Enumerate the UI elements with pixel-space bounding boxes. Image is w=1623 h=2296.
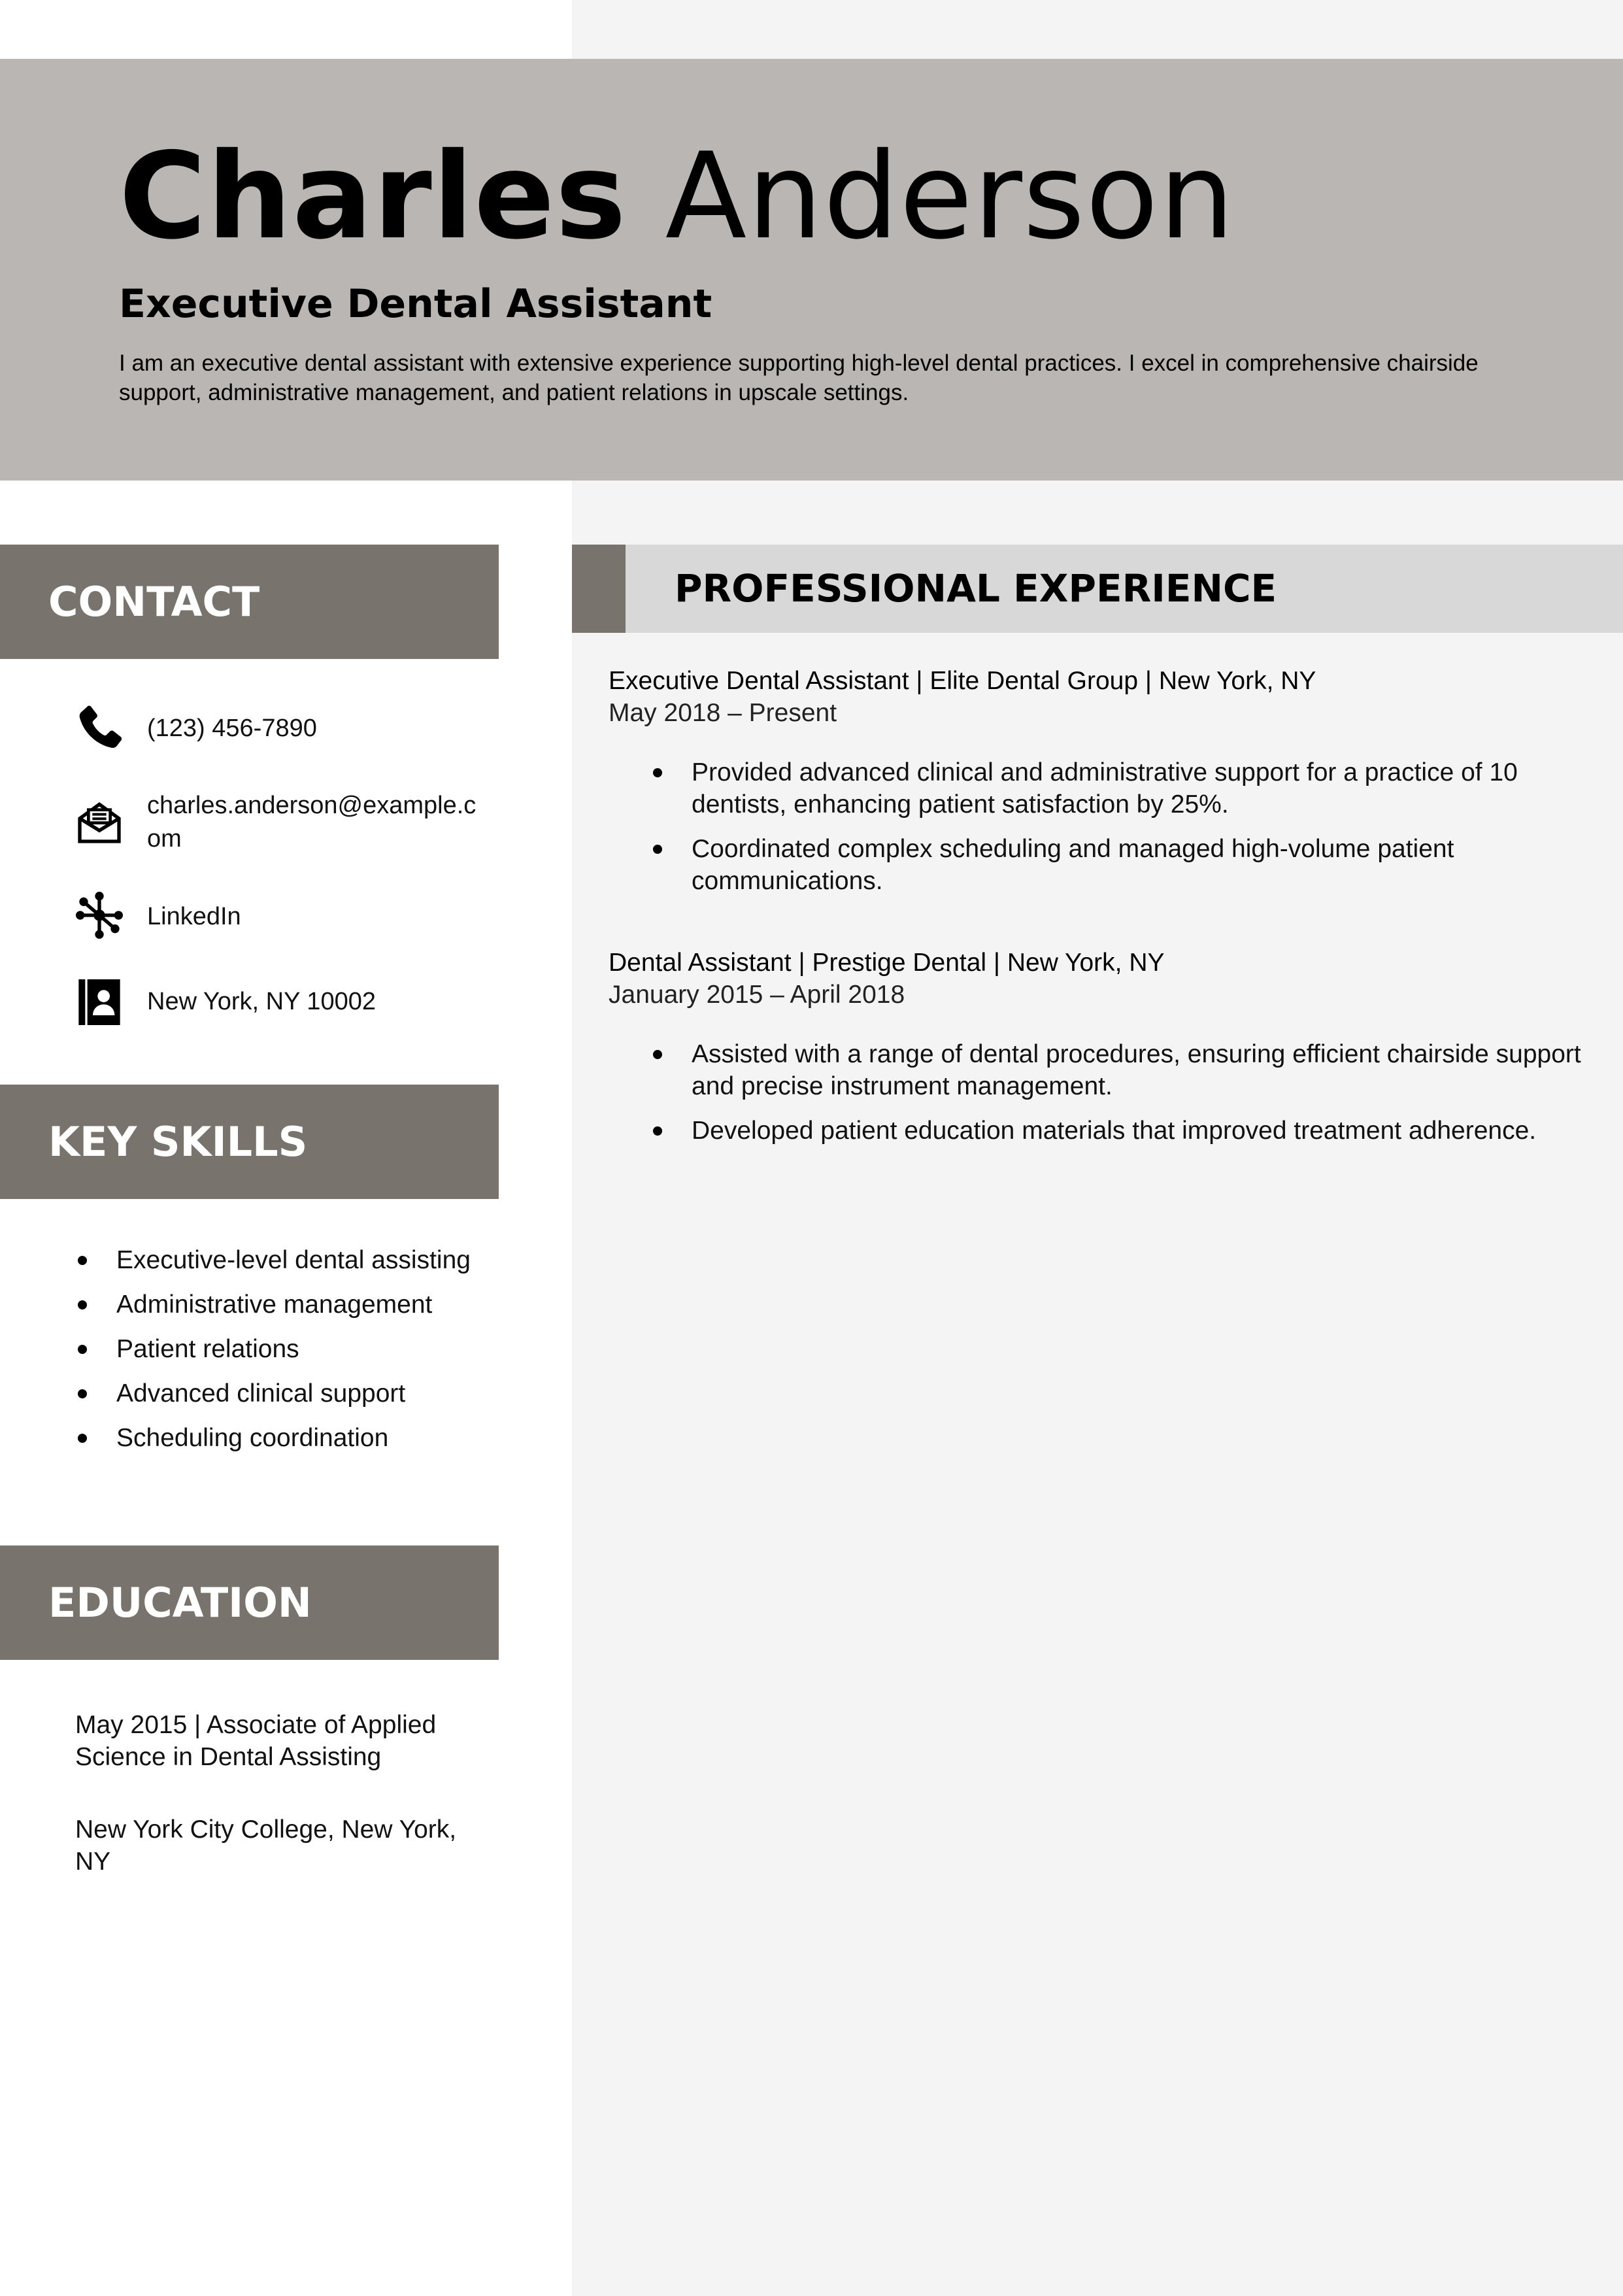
linkedin-icon — [73, 889, 125, 941]
skill-item: Executive-level dental assisting — [75, 1244, 494, 1276]
skills-heading: KEY SKILLS — [48, 1118, 308, 1166]
education-school: New York City College, New York, NY — [75, 1815, 457, 1876]
education-heading-bar — [0, 1545, 499, 1660]
job-entry — [609, 947, 1596, 1159]
location: New York, NY 10002 — [147, 988, 376, 1015]
job-entry — [609, 665, 1596, 909]
education-degree: May 2015 | Associate of Applied Science in Dental Assisting — [75, 1711, 437, 1771]
email-address[interactable]: charles.anderson@example.com — [147, 792, 477, 853]
phone-number[interactable]: (123) 456-7890 — [147, 715, 317, 742]
job-bullet: Developed patient education materials that improved treatment adherence. — [609, 1115, 1596, 1147]
job-dates: January 2015 – April 2018 — [609, 981, 905, 1009]
experience-heading-bar — [572, 545, 1623, 633]
address-book-icon — [73, 976, 125, 1028]
job-bullet: Coordinated complex scheduling and managed high-volume patient communications. — [609, 833, 1596, 897]
education-heading: EDUCATION — [48, 1579, 312, 1627]
skills-list — [75, 1244, 494, 1466]
job-title: Executive Dental Assistant — [119, 281, 712, 327]
job-bullet: Assisted with a range of dental procedures, ensuring efficient chairside support and precise instrument management. — [609, 1038, 1596, 1102]
job-header: Dental Assistant | Prestige Dental | New York, NY — [609, 949, 1165, 977]
skill-item: Patient relations — [75, 1333, 494, 1365]
job-bullets — [609, 1038, 1596, 1147]
linkedin-link[interactable]: LinkedIn — [147, 903, 241, 930]
skills-heading-bar — [0, 1085, 499, 1199]
contact-heading: CONTACT — [48, 578, 260, 626]
header-banner — [0, 59, 1623, 481]
contact-heading-bar — [0, 545, 499, 659]
last-name: Anderson — [665, 127, 1235, 265]
skill-item: Scheduling coordination — [75, 1422, 494, 1454]
experience-heading-accent — [572, 545, 626, 633]
job-bullet: Provided advanced clinical and administrative support for a practice of 10 dentists, enhancing patient satisfaction by 25%. — [609, 756, 1596, 820]
experience-heading: PROFESSIONAL EXPERIENCE — [675, 566, 1277, 611]
phone-icon — [73, 701, 125, 754]
job-bullets — [609, 756, 1596, 897]
candidate-name — [119, 124, 1235, 268]
skill-item: Advanced clinical support — [75, 1377, 494, 1410]
job-dates: May 2018 – Present — [609, 699, 837, 727]
email-icon — [73, 796, 125, 848]
job-header: Executive Dental Assistant | Elite Dental Group | New York, NY — [609, 667, 1316, 695]
skill-item: Administrative management — [75, 1289, 494, 1321]
summary: I am an executive dental assistant with extensive experience supporting high-level dental practices. I excel in comprehensive chairside support, administrative management, and patient relations in upscale settings. — [119, 350, 1479, 405]
first-name: Charles — [119, 127, 627, 265]
